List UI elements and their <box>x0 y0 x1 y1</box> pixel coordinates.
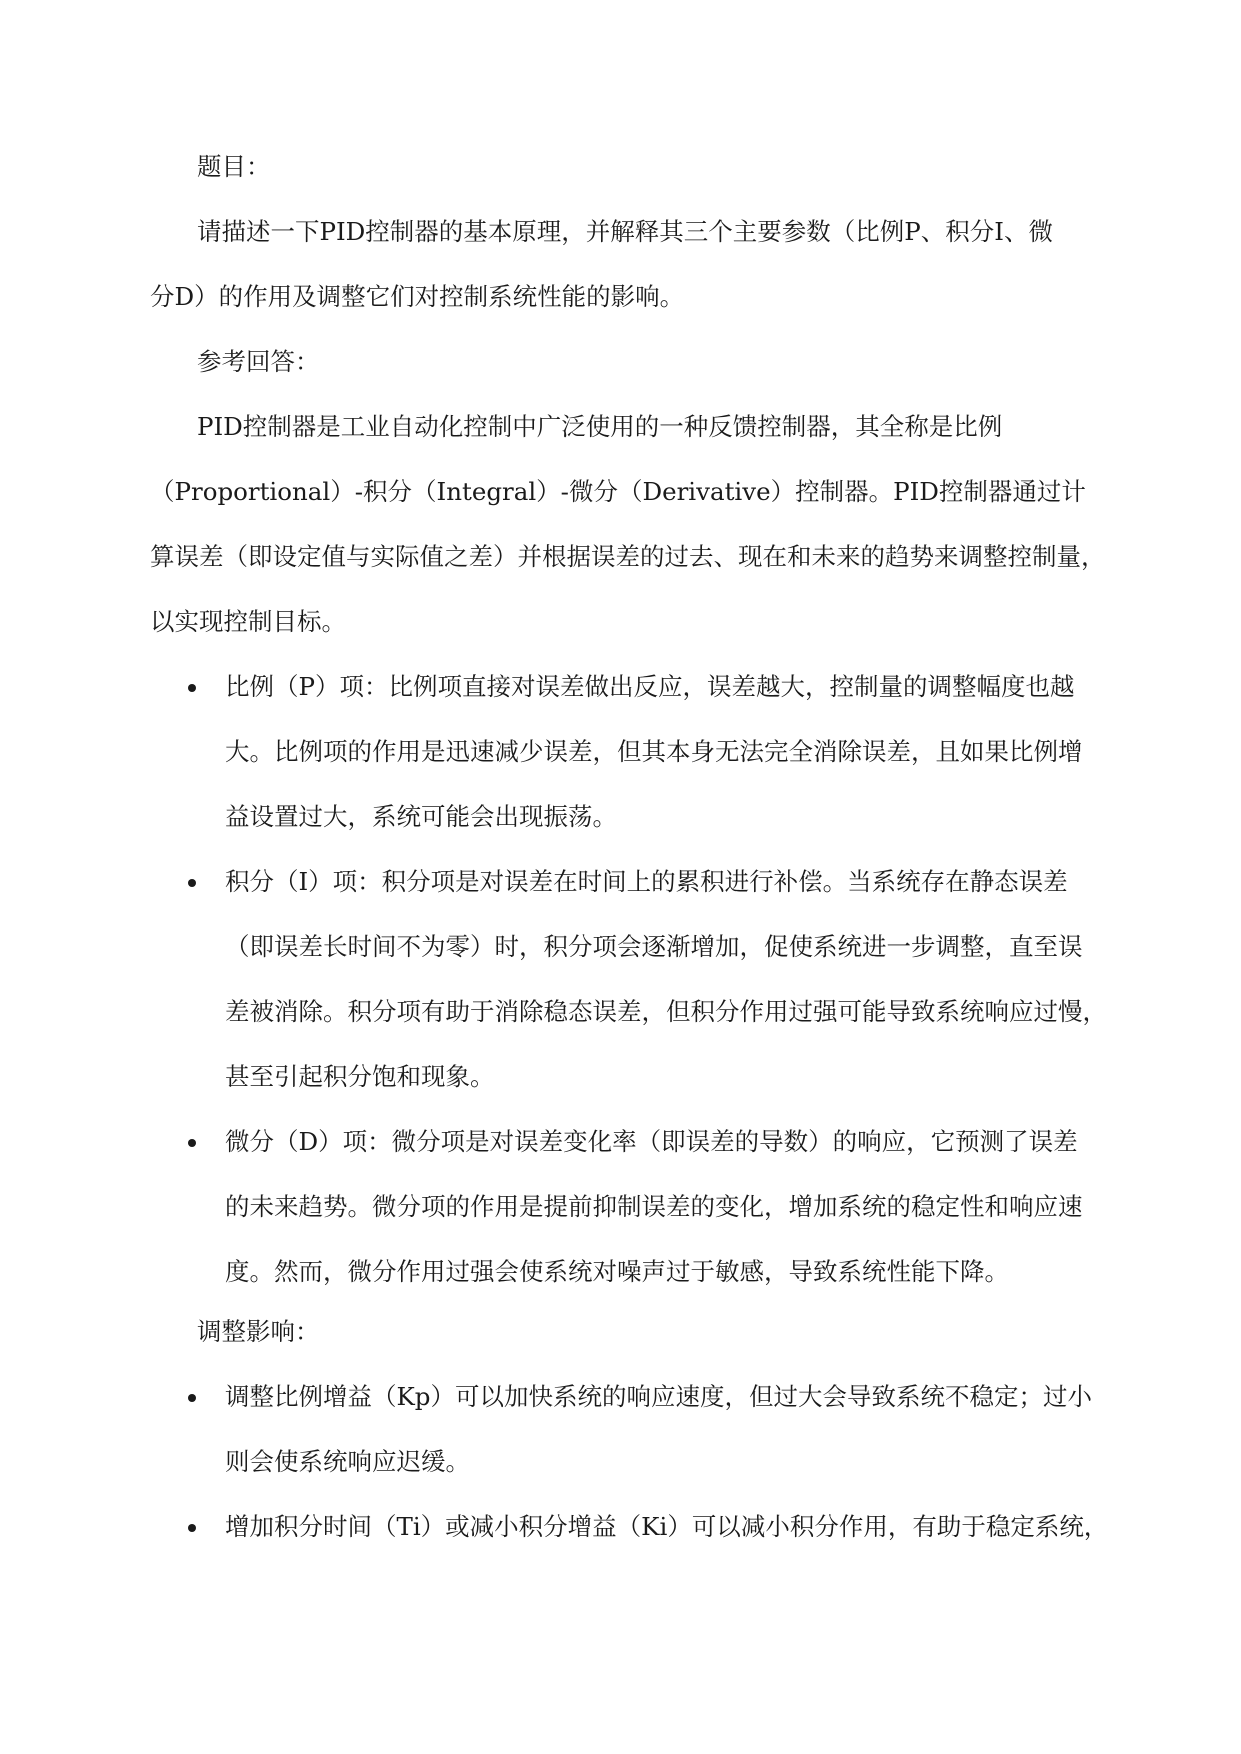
term-line: （即误差长时间不为零）时，积分项会逐渐增加，促使系统进一步调整，直至误 <box>225 932 1083 961</box>
term-line: 度。然而，微分作用过强会使系统对噪声过于敏感，导致系统性能下降。 <box>225 1257 1009 1286</box>
term-line: 差被消除。积分项有助于消除稳态误差，但积分作用过强可能导致系统响应过慢， <box>225 997 1107 1026</box>
intro-line: 以实现控制目标。 <box>150 607 346 636</box>
term-line: 积分（I）项：积分项是对误差在时间上的累积进行补偿。当系统存在静态误差 <box>225 867 1068 896</box>
term-line: 甚至引起积分饱和现象。 <box>225 1062 495 1091</box>
bullet-icon <box>188 1524 196 1532</box>
term-line: 大。比例项的作用是迅速减少误差，但其本身无法完全消除误差，且如果比例增 <box>225 737 1083 766</box>
intro-line: PID控制器是工业自动化控制中广泛使用的一种反馈控制器，其全称是比例 <box>197 412 1003 441</box>
question-line: 分D）的作用及调整它们对控制系统性能的影响。 <box>150 282 685 311</box>
bullet-icon <box>188 684 196 692</box>
tuning-line: 增加积分时间（Ti）或减小积分增益（Ki）可以减小积分作用，有助于稳定系统， <box>225 1512 1109 1541</box>
answer-heading: 参考回答： <box>197 347 320 376</box>
intro-line: 算误差（即设定值与实际值之差）并根据误差的过去、现在和未来的趋势来调整控制量， <box>150 542 1106 571</box>
question-line: 请描述一下PID控制器的基本原理，并解释其三个主要参数（比例P、积分I、微 <box>197 217 1053 246</box>
bullet-icon <box>188 1394 196 1402</box>
question-heading: 题目： <box>197 152 271 181</box>
intro-line: （Proportional）-积分（Integral）-微分（Derivative）控制器。PID控制器通过计 <box>150 477 1086 506</box>
term-line: 微分（D）项：微分项是对误差变化率（即误差的导数）的响应，它预测了误差 <box>225 1127 1078 1156</box>
tuning-line: 则会使系统响应迟缓。 <box>225 1447 470 1476</box>
bullet-icon <box>188 1139 196 1147</box>
tuning-heading: 调整影响： <box>197 1317 320 1346</box>
term-line: 比例（P）项：比例项直接对误差做出反应，误差越大，控制量的调整幅度也越 <box>225 672 1075 701</box>
tuning-line: 调整比例增益（Kp）可以加快系统的响应速度，但过大会导致系统不稳定；过小 <box>225 1382 1092 1411</box>
bullet-icon <box>188 879 196 887</box>
term-line: 的未来趋势。微分项的作用是提前抑制误差的变化，增加系统的稳定性和响应速 <box>225 1192 1083 1221</box>
term-line: 益设置过大，系统可能会出现振荡。 <box>225 802 617 831</box>
